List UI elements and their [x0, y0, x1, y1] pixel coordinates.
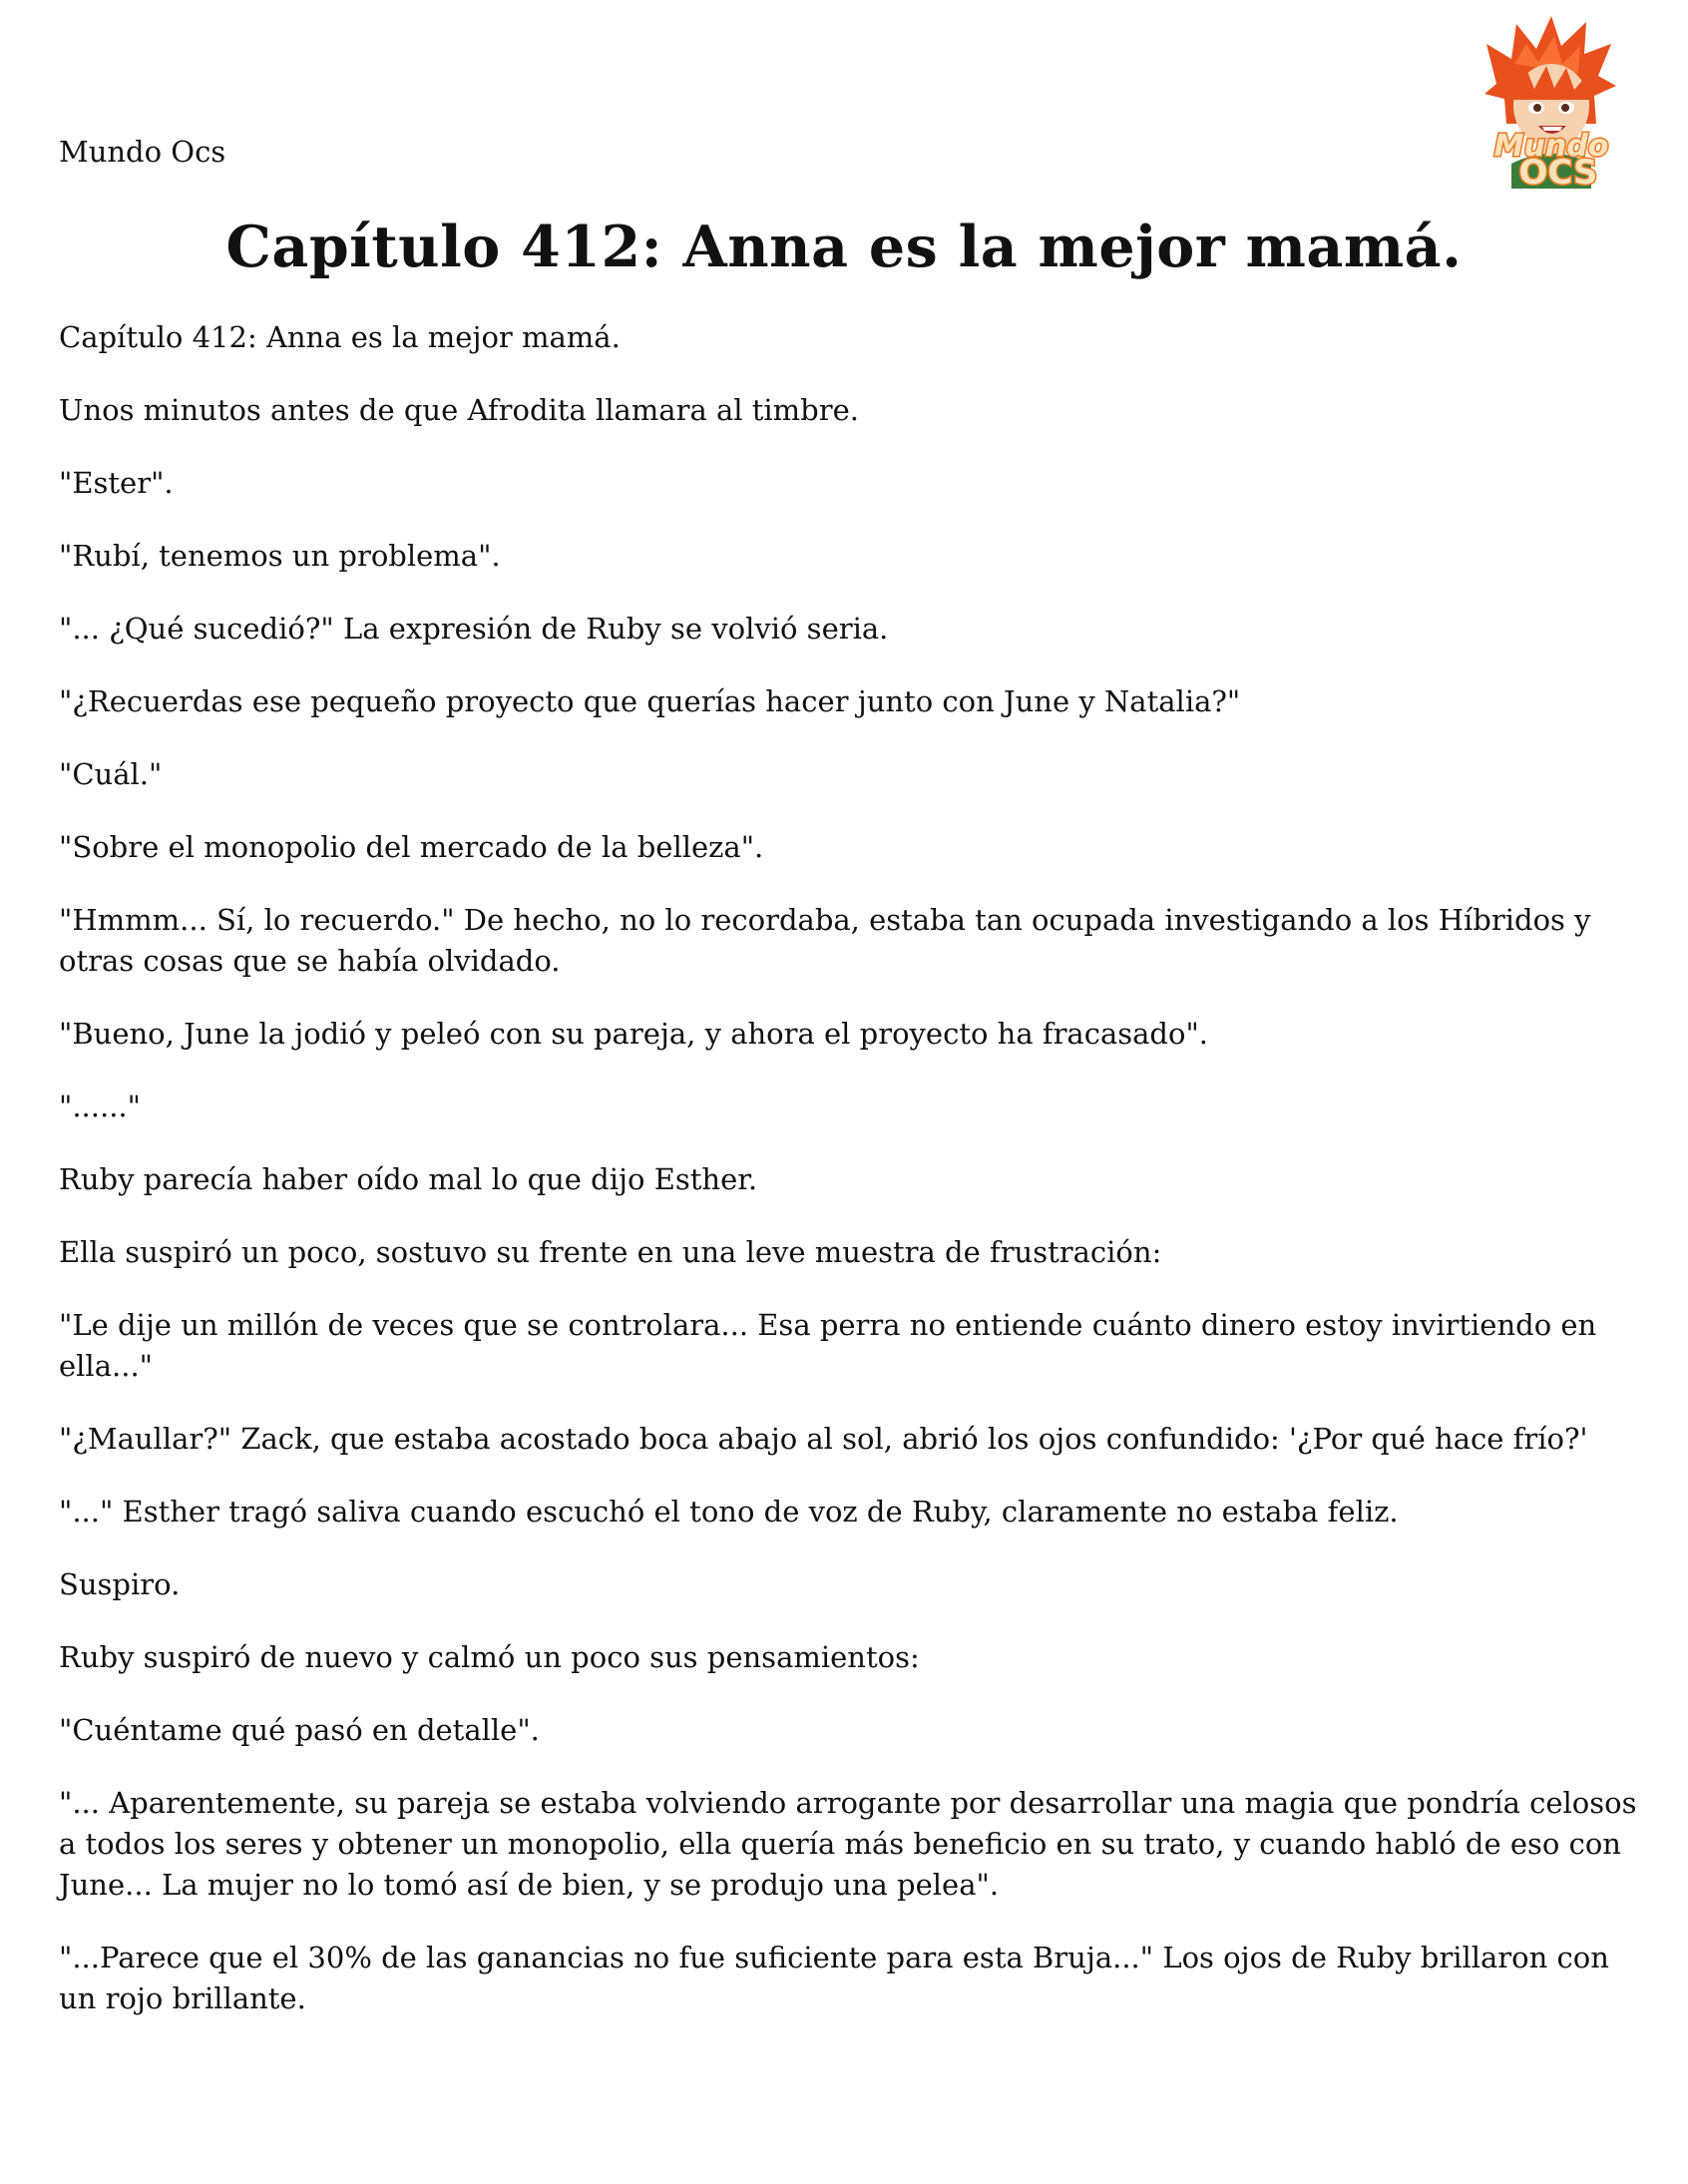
paragraph: "¿Maullar?" Zack, que estaba acostado boca abajo al sol, abrió los ojos confundido: '¿Por qué hace frío?'	[59, 1422, 1588, 1456]
paragraph: "Le dije un millón de veces que se controlara... Esa perra no entiende cuánto dinero estoy invirtiendo en ella..."	[59, 1308, 1597, 1383]
paragraph: "Bueno, June la jodió y peleó con su pareja, y ahora el proyecto ha fracasado".	[59, 1017, 1208, 1051]
mundo-ocs-logo	[1467, 14, 1636, 189]
paragraph: "Ester".	[59, 466, 174, 500]
svg-text:Mundo: Mundo	[1493, 129, 1609, 164]
paragraph: "Sobre el monopolio del mercado de la belleza".	[59, 830, 764, 864]
chapter-title: Capítulo 412: Anna es la mejor mamá.	[225, 214, 1463, 280]
paragraph: "... ¿Qué sucedió?" La expresión de Ruby se volvió seria.	[59, 612, 889, 646]
paragraph: Ruby suspiró de nuevo y calmó un poco sus pensamientos:	[59, 1640, 920, 1674]
svg-text:OCS: OCS	[1518, 153, 1598, 189]
paragraph: Suspiro.	[59, 1567, 181, 1601]
chapter-body	[59, 317, 1645, 2051]
paragraph: "¿Recuerdas ese pequeño proyecto que querías hacer junto con June y Natalia?"	[59, 684, 1241, 718]
logo-character-icon	[1467, 14, 1636, 189]
paragraph: "Cuál."	[59, 757, 163, 791]
paragraph: Ella suspiró un poco, sostuvo su frente en una leve muestra de frustración:	[59, 1235, 1162, 1269]
paragraph: "Hmmm... Sí, lo recuerdo." De hecho, no lo recordaba, estaba tan ocupada investigando a los Híbridos y otras cosas que se había olvidado.	[59, 903, 1591, 978]
site-label: Mundo Ocs	[59, 135, 226, 169]
paragraph: "Rubí, tenemos un problema".	[59, 539, 501, 573]
paragraph: Unos minutos antes de que Afrodita llamara al timbre.	[59, 393, 859, 427]
paragraph: "... Aparentemente, su pareja se estaba volviendo arrogante por desarrollar una magia que pondría celosos a todos los seres y obtener un monopolio, ella quería más beneficio en su trato, y cuando habló de eso con June... La mujer no lo tomó así de bien, y se produjo una pelea".	[59, 1786, 1637, 1902]
paragraph: "......"	[59, 1090, 141, 1123]
paragraph: "Cuéntame qué pasó en detalle".	[59, 1713, 540, 1747]
paragraph: "..." Esther tragó saliva cuando escuchó el tono de voz de Ruby, claramente no estaba feliz.	[59, 1495, 1399, 1529]
paragraph: "...Parece que el 30% de las ganancias no fue suficiente para esta Bruja..." Los ojos de Ruby brillaron con un rojo brillante.	[59, 1941, 1609, 2015]
paragraph: Ruby parecía haber oído mal lo que dijo Esther.	[59, 1162, 758, 1196]
paragraph: Capítulo 412: Anna es la mejor mamá.	[59, 320, 621, 354]
